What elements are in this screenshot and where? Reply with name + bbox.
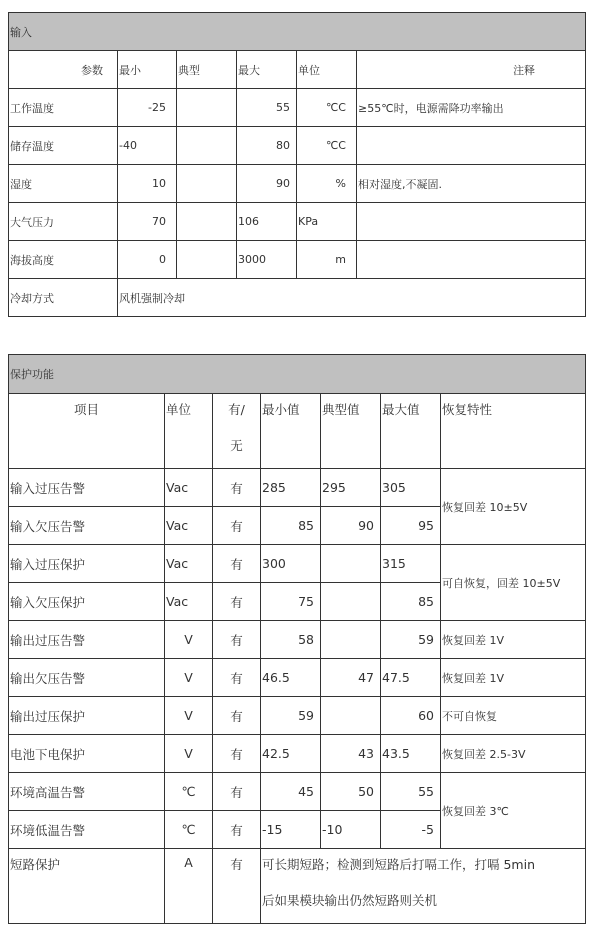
table-row <box>9 469 586 507</box>
recovery-temp: 恢复回差 3℃ <box>441 773 586 849</box>
table-row <box>9 697 586 735</box>
row-has: 有 <box>213 545 261 583</box>
row-typ <box>321 545 381 583</box>
row-typ: 90 <box>321 507 381 545</box>
row-max: 3000 <box>237 241 297 279</box>
row-unit: V <box>165 697 213 735</box>
row-min: -40 <box>118 127 177 165</box>
row-param: 储存温度 <box>9 127 118 165</box>
row-unit: Vac <box>165 507 213 545</box>
row-item: 输出过压告警 <box>9 621 165 659</box>
row-item: 输入欠压告警 <box>9 507 165 545</box>
row-min: 285 <box>261 469 321 507</box>
table-row <box>9 849 586 924</box>
row-has: 有 <box>213 735 261 773</box>
cooling-value: 风机强制冷却 <box>118 279 586 317</box>
row-typ <box>177 127 237 165</box>
short-circuit-desc-line2: 后如果模块输出仍然短路则关机 <box>262 893 438 908</box>
table-row <box>9 203 586 241</box>
header-has <box>213 394 261 469</box>
row-item: 环境低温告警 <box>9 811 165 849</box>
input-section-title: 输入 <box>9 13 586 51</box>
row-min: 59 <box>261 697 321 735</box>
row-min: 85 <box>261 507 321 545</box>
table-row <box>9 89 586 127</box>
row-min: 45 <box>261 773 321 811</box>
row-typ <box>321 697 381 735</box>
row-item: 输出欠压告警 <box>9 659 165 697</box>
header-unit: 单位 <box>297 51 357 89</box>
header-param: 参数 <box>9 51 118 89</box>
row-max: 305 <box>381 469 441 507</box>
row-max: -5 <box>381 811 441 849</box>
row-has: 有 <box>213 697 261 735</box>
row-typ <box>177 203 237 241</box>
table-row <box>9 279 586 317</box>
short-circuit-desc <box>261 849 586 924</box>
row-max: 60 <box>381 697 441 735</box>
row-min: -25 <box>118 89 177 127</box>
row-unit: V <box>165 659 213 697</box>
row-min: 0 <box>118 241 177 279</box>
row-unit: A <box>165 849 213 924</box>
row-unit: Vac <box>165 469 213 507</box>
header-has-line2: 无 <box>230 438 243 453</box>
row-note: 相对湿度,不凝固. <box>357 165 586 203</box>
row-note: ≥55℃时，电源需降功率输出 <box>357 89 586 127</box>
row-typ: 295 <box>321 469 381 507</box>
row-max: 55 <box>237 89 297 127</box>
row-unit: V <box>165 735 213 773</box>
row-min: 46.5 <box>261 659 321 697</box>
protection-table <box>8 354 586 924</box>
row-min: 300 <box>261 545 321 583</box>
row-item: 短路保护 <box>9 849 165 924</box>
row-has: 有 <box>213 811 261 849</box>
cooling-label: 冷却方式 <box>9 279 118 317</box>
recovery-output-over-protect: 不可自恢复 <box>441 697 586 735</box>
row-item: 输入欠压保护 <box>9 583 165 621</box>
header-note: 注释 <box>357 51 586 89</box>
header-recovery: 恢复特性 <box>441 394 586 469</box>
row-max: 55 <box>381 773 441 811</box>
row-has: 有 <box>213 621 261 659</box>
row-typ: 47 <box>321 659 381 697</box>
recovery-output-over-alarm: 恢复回差 1V <box>441 621 586 659</box>
row-min: 75 <box>261 583 321 621</box>
table-row <box>9 735 586 773</box>
row-max: 106 <box>237 203 297 241</box>
header-max: 最大值 <box>381 394 441 469</box>
header-item: 项目 <box>9 394 165 469</box>
table-row <box>9 241 586 279</box>
row-unit: KPa <box>297 203 357 241</box>
short-circuit-desc-line1: 可长期短路；检测到短路后打嗝工作，打嗝 5min <box>262 857 535 872</box>
row-max: 90 <box>237 165 297 203</box>
row-max: 47.5 <box>381 659 441 697</box>
row-typ <box>321 621 381 659</box>
row-max: 43.5 <box>381 735 441 773</box>
row-max: 95 <box>381 507 441 545</box>
row-has: 有 <box>213 507 261 545</box>
table-row <box>9 621 586 659</box>
row-typ: 50 <box>321 773 381 811</box>
row-param: 湿度 <box>9 165 118 203</box>
row-min: -15 <box>261 811 321 849</box>
row-unit: % <box>297 165 357 203</box>
recovery-battery: 恢复回差 2.5-3V <box>441 735 586 773</box>
recovery-input-protect: 可自恢复，回差 10±5V <box>441 545 586 621</box>
row-param: 大气压力 <box>9 203 118 241</box>
row-note <box>357 203 586 241</box>
row-typ: -10 <box>321 811 381 849</box>
row-item: 输入过压告警 <box>9 469 165 507</box>
row-typ <box>177 165 237 203</box>
recovery-input-alarm: 恢复回差 10±5V <box>441 469 586 545</box>
row-unit: m <box>297 241 357 279</box>
row-typ: 43 <box>321 735 381 773</box>
row-has: 有 <box>213 773 261 811</box>
row-min: 10 <box>118 165 177 203</box>
table-row <box>9 127 586 165</box>
row-typ <box>177 89 237 127</box>
header-unit: 单位 <box>165 394 213 469</box>
row-unit: ℃C <box>297 127 357 165</box>
row-item: 环境高温告警 <box>9 773 165 811</box>
row-unit: Vac <box>165 583 213 621</box>
row-item: 输入过压保护 <box>9 545 165 583</box>
header-typ: 典型 <box>177 51 237 89</box>
row-max: 85 <box>381 583 441 621</box>
input-spec-table <box>8 12 586 317</box>
row-item: 输出过压保护 <box>9 697 165 735</box>
table-row <box>9 773 586 811</box>
header-has-line1: 有/ <box>228 402 245 417</box>
row-min: 42.5 <box>261 735 321 773</box>
protection-section-title: 保护功能 <box>9 355 586 394</box>
row-note <box>357 241 586 279</box>
row-unit: V <box>165 621 213 659</box>
row-unit: ℃ <box>165 811 213 849</box>
row-param: 工作温度 <box>9 89 118 127</box>
row-max: 315 <box>381 545 441 583</box>
row-unit: Vac <box>165 545 213 583</box>
header-max: 最大 <box>237 51 297 89</box>
header-typ: 典型值 <box>321 394 381 469</box>
row-has: 有 <box>213 583 261 621</box>
row-max: 59 <box>381 621 441 659</box>
table-row <box>9 545 586 583</box>
table-row <box>9 165 586 203</box>
row-unit: ℃ <box>165 773 213 811</box>
row-has: 有 <box>213 849 261 924</box>
row-param: 海拔高度 <box>9 241 118 279</box>
row-min: 70 <box>118 203 177 241</box>
row-typ <box>177 241 237 279</box>
header-min: 最小值 <box>261 394 321 469</box>
row-note <box>357 127 586 165</box>
table-row <box>9 659 586 697</box>
row-min: 58 <box>261 621 321 659</box>
row-typ <box>321 583 381 621</box>
row-unit: ℃C <box>297 89 357 127</box>
row-has: 有 <box>213 659 261 697</box>
row-has: 有 <box>213 469 261 507</box>
row-item: 电池下电保护 <box>9 735 165 773</box>
recovery-output-under-alarm: 恢复回差 1V <box>441 659 586 697</box>
row-max: 80 <box>237 127 297 165</box>
header-min: 最小 <box>118 51 177 89</box>
